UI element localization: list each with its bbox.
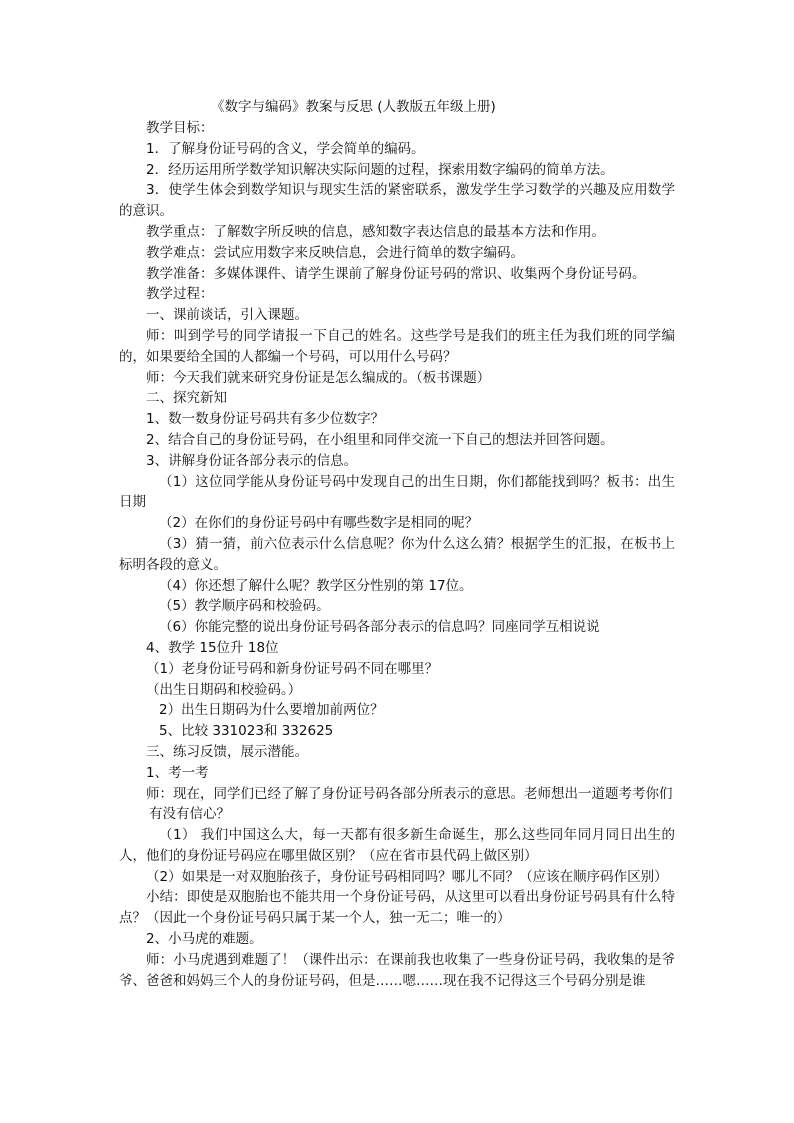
paragraph: 一、课前谈话，引入课题。 <box>146 307 308 324</box>
paragraph: 3．使学生体会到数学知识与现实生活的紧密联系，激发学生学习数学的兴趣及应用数学的意识。 <box>119 182 675 220</box>
paragraph: 二、探究新知 <box>146 390 227 407</box>
paragraph: （4）你还想了解什么呢？教学区分性别的第 17位。 <box>159 577 473 594</box>
paragraph: （2）在你们的身份证号码中有哪些数字是相同的呢？ <box>159 515 479 532</box>
paragraph: 师：叫到学号的同学请报一下自己的姓名。这些学号是我们的班主任为我们班的同学编的，如果要给全国的人都编一个号码，可以用什么号码？ <box>119 327 675 365</box>
paragraph: 2．经历运用所学数学知识解决实际问题的过程，探索用数字编码的简单方法。 <box>146 161 614 178</box>
paragraph: 小结：即使是双胞胎也不能共用一个身份证号码，从这里可以看出身份证号码具有什么特点？（因此一个身份证号码只属于某一个人，独一无二；唯一的） <box>119 889 675 927</box>
paragraph: 4、教学 15位升 18位 <box>146 639 279 656</box>
paragraph: 师：小马虎遇到难题了！（课件出示：在课前我也收集了一些身份证号码，我收集的是爷爷、爸爸和妈妈三个人的身份证号码，但是……嗯……现在我不记得这三个号码分别是谁 <box>119 951 675 989</box>
paragraph: 1．了解身份证号码的含义，学会简单的编码。 <box>146 140 425 157</box>
paragraph: 师：现在，同学们已经了解了身份证号码各部分所表示的意思。老师想出一道题考考你们 <box>146 785 673 802</box>
paragraph: 3、讲解身份证各部分表示的信息。 <box>146 452 358 469</box>
paragraph: 教学准备：多媒体课件、请学生课前了解身份证号码的常识、收集两个身份证号码。 <box>146 265 646 282</box>
paragraph: 1、数一数身份证号码共有多少位数字？ <box>146 411 385 428</box>
paragraph: （2）如果是一对双胞胎孩子，身份证号码相同吗？哪儿不同？（应该在顺序码作区别） <box>146 868 668 885</box>
paragraph: （1）这位同学能从身份证号码中发现自己的出生日期，你们都能找到吗？板书：出生日期 <box>119 473 675 511</box>
paragraph: （6）你能完整的说出身份证号码各部分表示的信息吗？同座同学互相说说 <box>159 619 600 636</box>
paragraph: 教学过程： <box>146 286 214 303</box>
document-body <box>119 118 675 991</box>
paragraph: 教学目标： <box>146 120 214 136</box>
paragraph: 1、考一考 <box>146 764 209 781</box>
paragraph: 师：今天我们就来研究身份证是怎么编成的。（板书课题） <box>146 369 491 386</box>
document-title: 《数字与编码》教案与反思 (人教版五年级上册) <box>211 99 496 115</box>
paragraph: 教学难点：尝试应用数字来反映信息，会进行简单的数字编码。 <box>146 244 524 261</box>
paragraph: （5）教学顺序码和校验码。 <box>159 598 330 615</box>
paragraph: 教学重点：了解数字所反映的信息，感知数字表达信息的最基本方法和作用。 <box>146 223 605 240</box>
paragraph: 三、练习反馈，展示潜能。 <box>146 743 308 760</box>
paragraph: （出生日期码和校验码。） <box>146 681 302 698</box>
paragraph: 有没有信心？ <box>149 806 230 823</box>
paragraph: （3）猜一猜，前六位表示什么信息呢？你为什么这么猜？根据学生的汇报，在板书上标明各段的意义。 <box>119 535 675 573</box>
paragraph: 2、小马虎的难题。 <box>146 931 263 948</box>
paragraph: 2）出生日期码为什么要增加前两位？ <box>159 702 384 719</box>
paragraph: 2、结合自己的身份证号码，在小组里和同伴交流一下自己的想法并回答问题。 <box>146 431 614 448</box>
paragraph: 5、比较 331023和 332625 <box>159 723 334 740</box>
paragraph: （1） 我们中国这么大，每一天都有很多新生命诞生，那么这些同年同月同日出生的人，他们的身份证号码应在哪里做区别？（应在省市县代码上做区别） <box>119 827 675 864</box>
paragraph: （1）老身份证号码和新身份证号码不同在哪里？ <box>146 660 439 677</box>
